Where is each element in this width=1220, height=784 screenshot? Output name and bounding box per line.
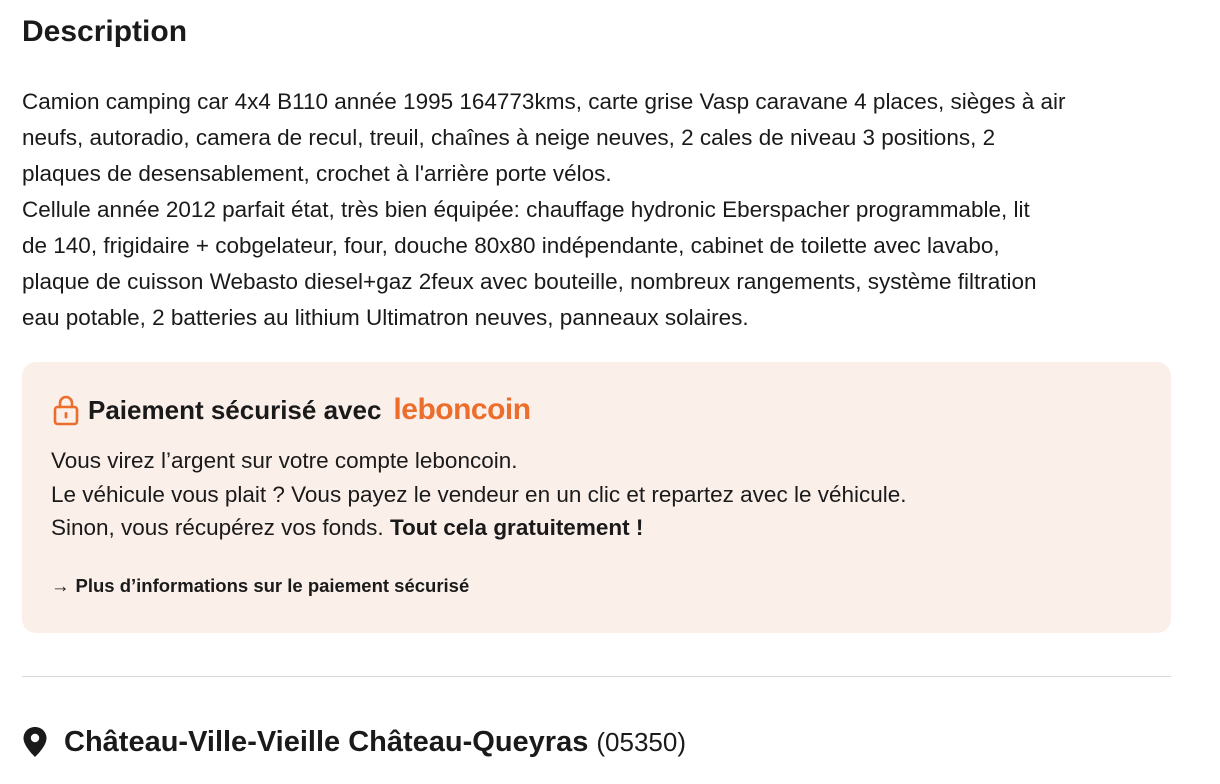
secure-payment-info-link[interactable]: [51, 575, 469, 597]
description-title: Description: [22, 15, 188, 48]
description-text: [22, 84, 1182, 336]
location-city: Château-Ville-Vieille Château-Queyras: [64, 725, 589, 758]
lock-icon: [52, 394, 80, 426]
secure-payment-header: [52, 392, 531, 428]
location: [22, 722, 686, 762]
secure-payment-text: [51, 444, 907, 545]
secure-payment-box: [22, 362, 1171, 633]
secure-payment-line: Vous virez l’argent sur votre compte leboncoin.: [51, 448, 518, 473]
secure-payment-line-prefix: Sinon, vous récupérez vos fonds.: [51, 515, 384, 540]
description-line: de 140, frigidaire + cobgelateur, four, douche 80x80 indépendante, cabinet de toilette avec lavabo,: [22, 233, 1000, 258]
free-emphasis: Tout cela gratuitement !: [389, 515, 644, 540]
leboncoin-logo: leboncoin: [393, 393, 531, 426]
description-line: Camion camping car 4x4 B110 année 1995 164773kms, carte grise Vasp caravane 4 places, sièges à air: [22, 89, 1066, 114]
description-line: plaque de cuisson Webasto diesel+gaz 2feux avec bouteille, nombreux rangements, système filtration: [22, 269, 1037, 294]
secure-payment-info-link-label: Plus d’informations sur le paiement sécurisé: [75, 575, 470, 596]
map-pin-icon: [22, 726, 48, 758]
description-line: plaques de desensablement, crochet à l'arrière porte vélos.: [22, 161, 612, 186]
description-line: Cellule année 2012 parfait état, très bien équipée: chauffage hydronic Eberspacher programmable, lit: [22, 197, 1030, 222]
description-line: neufs, autoradio, camera de recul, treuil, chaînes à neige neuves, 2 cales de niveau 3 positions, 2: [22, 125, 996, 150]
secure-payment-line: [51, 511, 907, 545]
arrow-right-icon: →: [51, 575, 70, 596]
description-line: eau potable, 2 batteries au lithium Ultimatron neuves, panneaux solaires.: [22, 305, 749, 330]
secure-payment-title: Paiement sécurisé avec: [88, 394, 382, 425]
secure-payment-line: Le véhicule vous plait ? Vous payez le vendeur en un clic et repartez avec le véhicule.: [51, 481, 907, 507]
section-divider: [22, 676, 1171, 677]
location-zip: (05350): [596, 726, 686, 757]
